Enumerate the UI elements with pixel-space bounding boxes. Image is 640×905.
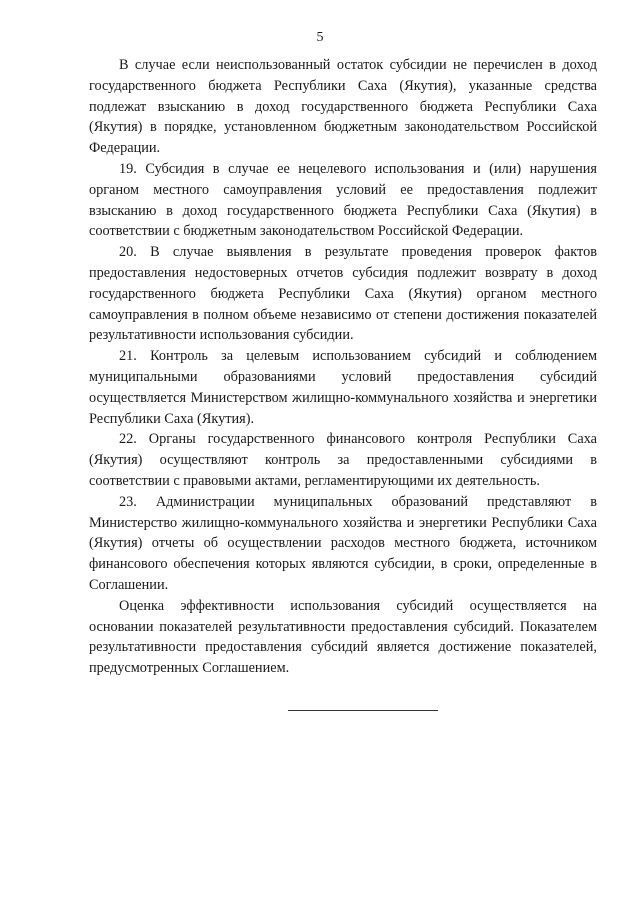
paragraph-22: 22. Органы государственного финансового контроля Республики Саха (Якутия) осуществляют контроль за предоставленными субсидиями в соответствии с правовыми актами, регламентирующими их деятельность. (89, 431, 597, 489)
paragraph-21: 21. Контроль за целевым использованием субсидий и соблюдением муниципальными образованиями условий предоставления субсидий осуществляется Министерством жилищно-коммунального хозяйства и энергетики Республики Саха (Якутия). (89, 348, 597, 427)
paragraph-efficiency: Оценка эффективности использования субсидий осуществляется на основании показателей результативности предоставления субсидий. Показателем результативности предоставления субсидий является достижение показателей, предусмотренных Соглашением. (89, 597, 597, 677)
page-number: 5 (316, 30, 324, 45)
paragraph-19: 19. Субсидия в случае ее нецелевого использования и (или) нарушения органом местного самоуправления условий ее предоставления подлежит взысканию в доход государственного бюджета Республики Саха (Якутия) в соответствии с бюджетным законодательством Российской Федерации. (89, 160, 597, 240)
document-body (89, 55, 597, 679)
paragraph-23: 23. Администрации муниципальных образований представляют в Министерство жилищно-коммунального хозяйства и энергетики Республики Саха (Якутия) отчеты об осуществлении расходов местного бюджета, источником финансового обеспечения которых являются субсидии, в сроки, определенные в Соглашении. (89, 493, 597, 593)
closing-divider-line (288, 710, 438, 711)
paragraph-remaining-balance: В случае если неиспользованный остаток субсидии не перечислен в доход государственного бюджета Республики Саха (Якутия), указанные средства подлежат взысканию в доход государственного бюджета Республики Саха (Якутия) в порядке, установленном бюджетным законодательством Российской Федерации. (89, 57, 597, 157)
paragraph-20: 20. В случае выявления в результате проведения проверок фактов предоставления недостоверных отчетов субсидия подлежит возврату в доход государственного бюджета Республики Саха (Якутия) органом местного самоуправления в полном объеме независимо от степени достижения показателей результативности использования субсидии. (89, 244, 597, 344)
